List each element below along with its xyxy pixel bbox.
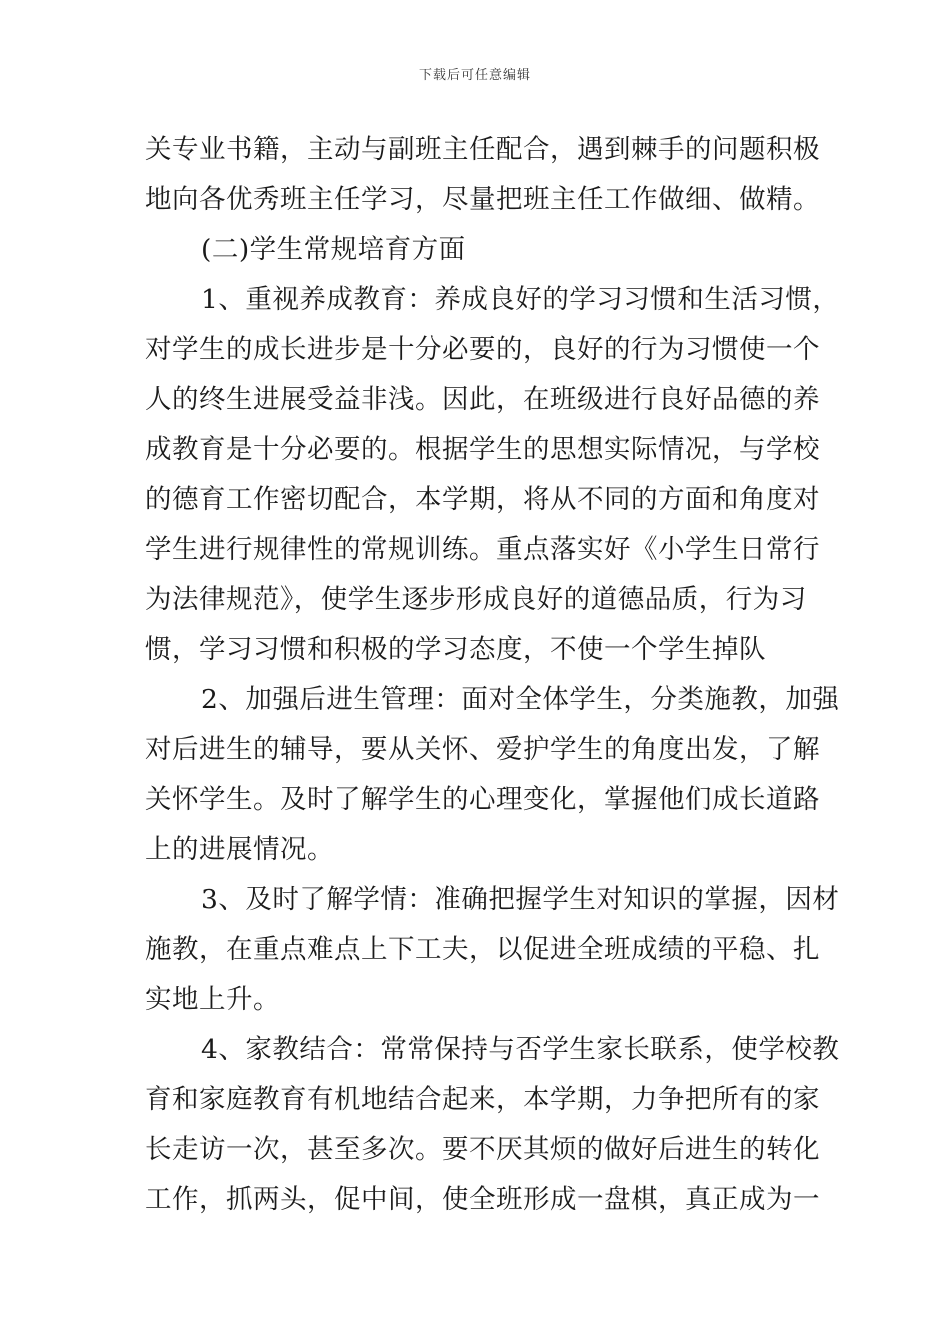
text-line: 2、加强后进生管理：面对全体学生，分类施教，加强 (201, 684, 840, 715)
text-line: 上的进展情况。 (145, 834, 334, 865)
text-line: 成教育是十分必要的。根据学生的思想实际情况，与学校 (145, 434, 820, 465)
text-line: 人的终生进展受益非浅。因此，在班级进行良好品德的养 (145, 384, 820, 415)
text-line: 4、家教结合：常常保持与否学生家长联系，使学校教 (201, 1034, 840, 1065)
text-line: 惯，学习习惯和积极的学习态度，不使一个学生掉队 (145, 634, 766, 665)
text-line: 施教，在重点难点上下工夫，以促进全班成绩的平稳、扎 (145, 934, 820, 965)
text-line: 地向各优秀班主任学习，尽量把班主任工作做细、做精。 (145, 184, 820, 215)
text-line: 长走访一次，甚至多次。要不厌其烦的做好后进生的转化 (145, 1134, 820, 1165)
text-line: 3、及时了解学情：准确把握学生对知识的掌握，因材 (201, 884, 840, 915)
text-line: 对后进生的辅导，要从关怀、爱护学生的角度出发，了解 (145, 734, 820, 765)
text-line: 工作，抓两头，促中间，使全班形成一盘棋，真正成为一 (145, 1184, 820, 1215)
text-line: 关专业书籍，主动与副班主任配合，遇到棘手的问题积极 (145, 134, 820, 165)
text-line: 实地上升。 (145, 984, 280, 1015)
text-line: 关怀学生。及时了解学生的心理变化，掌握他们成长道路 (145, 784, 820, 815)
text-line: 1、重视养成教育：养成良好的学习习惯和生活习惯， (201, 284, 840, 315)
text-line: 育和家庭教育有机地结合起来，本学期，力争把所有的家 (145, 1084, 820, 1115)
text-line: 的德育工作密切配合，本学期，将从不同的方面和角度对 (145, 484, 820, 515)
text-line: 对学生的成长进步是十分必要的，良好的行为习惯使一个 (145, 334, 820, 365)
text-line: 为法律规范》，使学生逐步形成良好的道德品质，行为习 (145, 584, 807, 615)
text-line: 学生进行规律性的常规训练。重点落实好《小学生日常行 (145, 534, 820, 565)
document-body (145, 125, 840, 1225)
page-header: 下载后可任意编辑 (418, 68, 531, 83)
text-line: (二)学生常规培育方面 (201, 234, 466, 265)
